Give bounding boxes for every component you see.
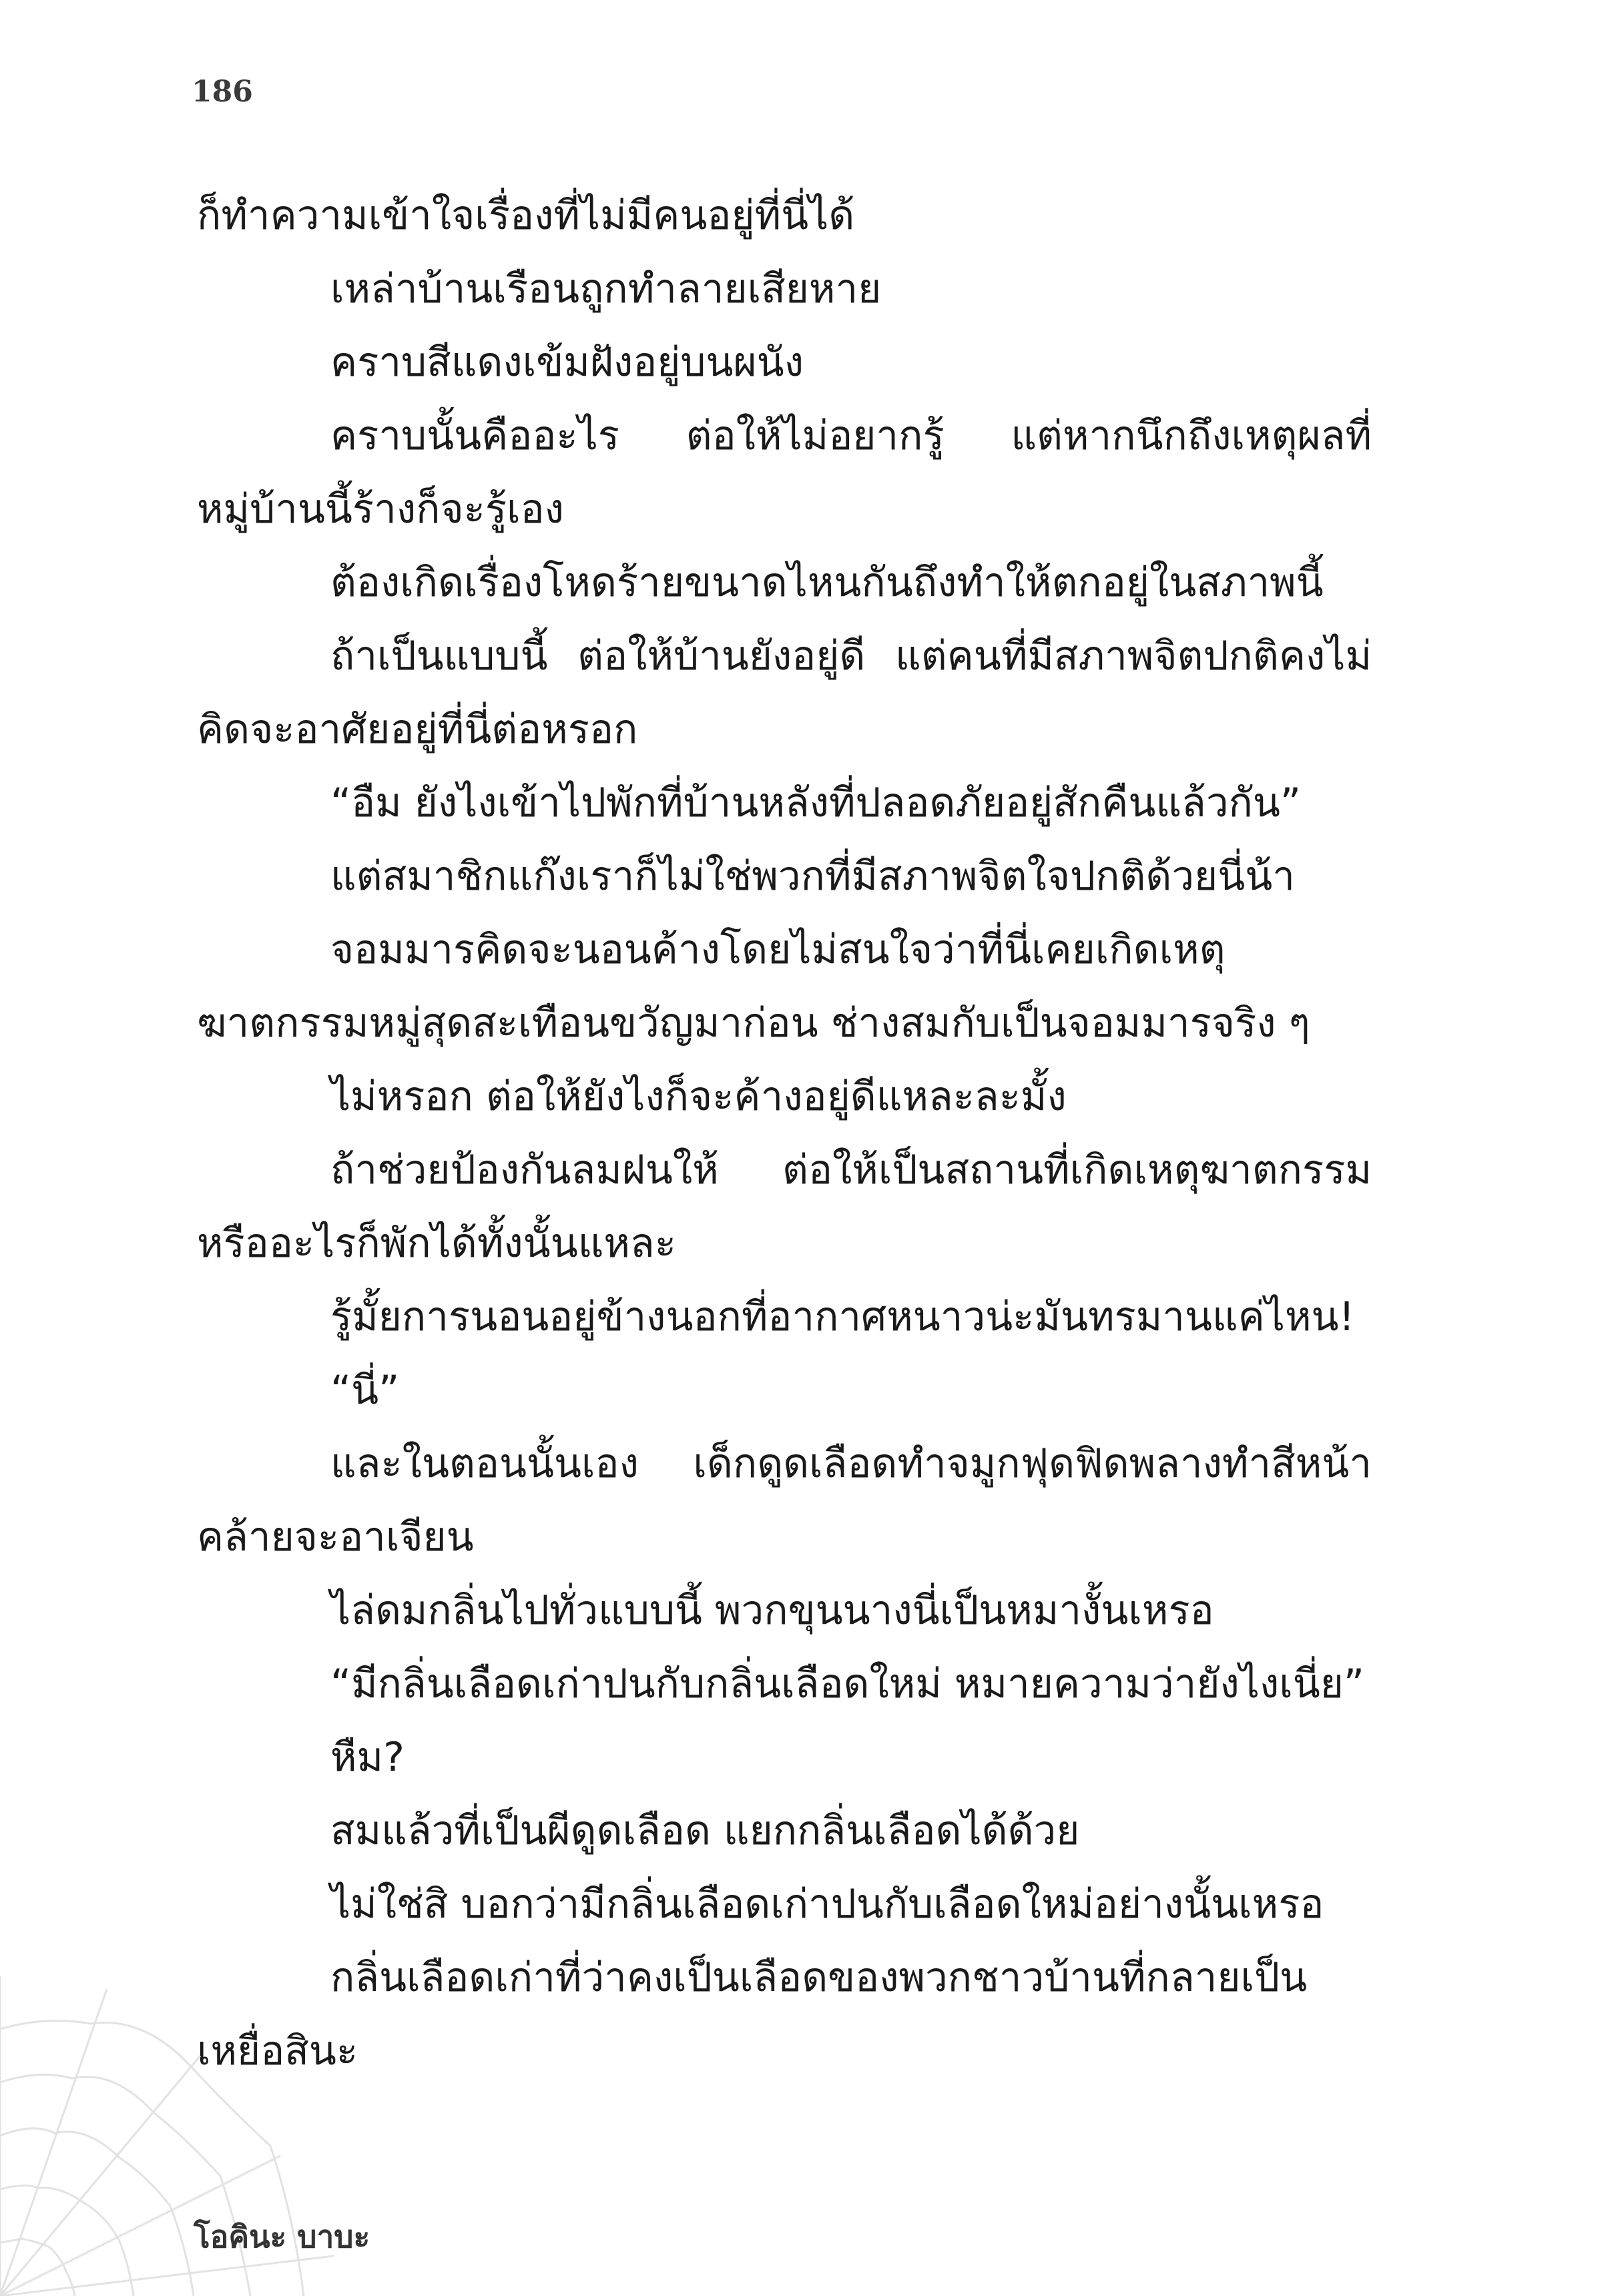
paragraph: แต่สมาชิกแก๊งเราก็ไม่ใช่พวกที่มีสภาพจิตใจปกติด้วยนี่น้า xyxy=(330,853,1295,900)
paragraph: ก็ทำความเข้าใจเรื่องที่ไม่มีคนอยู่ที่นี่ได้ xyxy=(197,192,855,239)
paragraph: “มีกลิ่นเลือดเก่าปนกับกลิ่นเลือดใหม่ หมายความว่ายังไงเนี่ย” xyxy=(330,1661,1365,1707)
paragraph: ไล่ดมกลิ่นไปทั่วแบบนี้ พวกขุนนางนี่เป็นหมางั้นเหรอ xyxy=(330,1587,1214,1634)
paragraph: ถ้าช่วยป้องกันลมฝนให้ ต่อให้เป็นสถานที่เกิดเหตุฆาตกรรมหรืออะไรก็พักได้ทั้งนั้นแหละ xyxy=(197,1147,1372,1267)
paragraph: เหล่าบ้านเรือนถูกทำลายเสียหาย xyxy=(330,266,882,312)
paragraph: กลิ่นเลือดเก่าที่ว่าคงเป็นเลือดของพวกชาวบ้านที่กลายเป็นเหยื่อสินะ xyxy=(197,1954,1308,2074)
paragraph: ถ้าเป็นแบบนี้ ต่อให้บ้านยังอยู่ดี แต่คนที่มีสภาพจิตปกติคงไม่คิดจะอาศัยอยู่ที่นี่ต่อหรอก xyxy=(197,633,1372,753)
paragraph: จอมมารคิดจะนอนค้างโดยไม่สนใจว่าที่นี่เคยเกิดเหตุฆาตกรรมหมู่สุดสะเทือนขวัญมาก่อน ช่างสมกับเป็นจอมมารจริง ๆ xyxy=(197,926,1310,1047)
paragraph: ต้องเกิดเรื่องโหดร้ายขนาดไหนกันถึงทำให้ตกอยู่ในสภาพนี้ xyxy=(330,559,1324,606)
paragraph: รู้มั้ยการนอนอยู่ข้างนอกที่อากาศหนาวน่ะมันทรมานแค่ไหน! xyxy=(330,1294,1355,1340)
footer-author: โอคินะ บาบะ xyxy=(194,2219,370,2255)
paragraph: คราบสีแดงเข้มฝังอยู่บนผนัง xyxy=(330,339,804,386)
page-number: 186 xyxy=(192,75,253,109)
paragraph: “นี่” xyxy=(330,1367,400,1414)
paragraph: ไม่หรอก ต่อให้ยังไงก็จะค้างอยู่ดีแหละละมั้ง xyxy=(330,1073,1067,1120)
paragraph: คราบนั้นคืออะไร ต่อให้ไม่อยากรู้ แต่หากนึกถึงเหตุผลที่หมู่บ้านนี้ร้างก็จะรู้เอง xyxy=(197,412,1372,533)
paragraph: หืม? xyxy=(330,1734,405,1781)
paragraph: สมแล้วที่เป็นผีดูดเลือด แยกกลิ่นเลือดได้ด้วย xyxy=(330,1807,1080,1854)
paragraph: ไม่ใช่สิ บอกว่ามีกลิ่นเลือดเก่าปนกับเลือดใหม่อย่างนั้นเหรอ xyxy=(330,1881,1324,1928)
paragraph: และในตอนนั้นเอง เด็กดูดเลือดทำจมูกฟุดฟิดพลางทำสีหน้าคล้ายจะอาเจียน xyxy=(197,1440,1372,1560)
paragraph: “อืม ยังไงเข้าไปพักที่บ้านหลังที่ปลอดภัยอยู่สักคืนแล้วกัน” xyxy=(330,780,1301,826)
body-text xyxy=(197,179,1372,2088)
